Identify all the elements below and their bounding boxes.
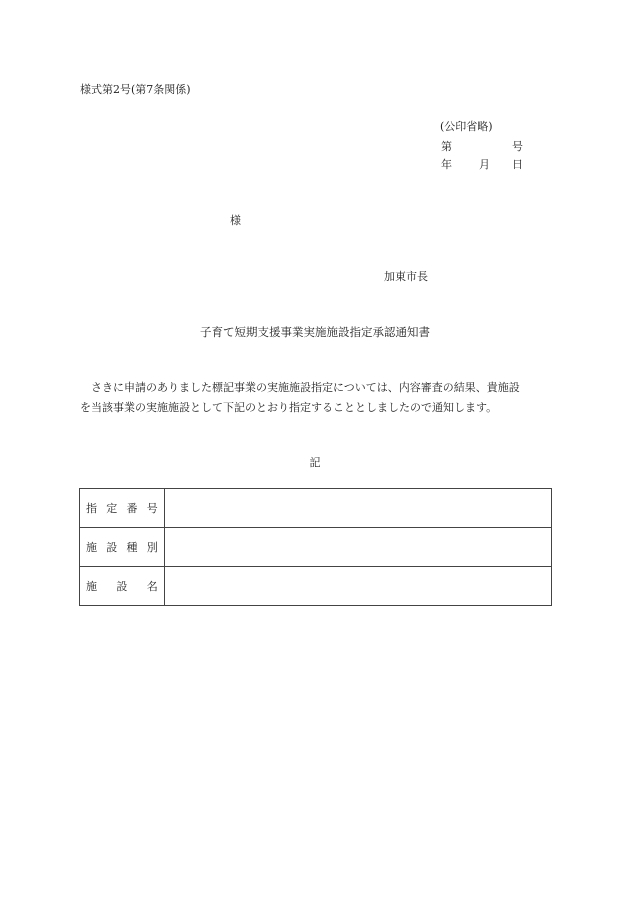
- date-month: 月: [479, 158, 490, 171]
- body-line: さきに申請のありました標記事業の実施施設指定については、内容審査の結果、貴施設: [80, 381, 520, 394]
- designation-number-label: 指定番号: [80, 489, 165, 528]
- body-line: を当該事業の実施施設として下記のとおり指定することとしましたので通知します。: [80, 401, 498, 414]
- seal-omitted-note: (公印省略): [440, 120, 493, 133]
- document-title: 子育て短期支援事業実施施設指定承認通知書: [200, 325, 430, 339]
- recipient: 様: [230, 214, 241, 227]
- facility-name-value: [164, 567, 551, 606]
- table-row: [80, 528, 552, 567]
- ki-heading: 記: [309, 456, 321, 469]
- facility-type-label: 施設種別: [80, 528, 165, 567]
- document-number-suffix: 号: [512, 140, 523, 153]
- document-number-prefix: 第: [441, 140, 452, 153]
- form-number: 様式第2号(第7条関係): [80, 83, 191, 96]
- table-row: [80, 489, 552, 528]
- detail-table: [79, 488, 552, 606]
- facility-type-value: [164, 528, 551, 567]
- date-year: 年: [441, 158, 452, 171]
- sender: 加東市長: [384, 270, 428, 283]
- date-day: 日: [512, 158, 523, 171]
- facility-name-label: 施設名: [80, 567, 165, 606]
- designation-number-value: [164, 489, 551, 528]
- table-row: [80, 567, 552, 606]
- body-text: [80, 378, 560, 418]
